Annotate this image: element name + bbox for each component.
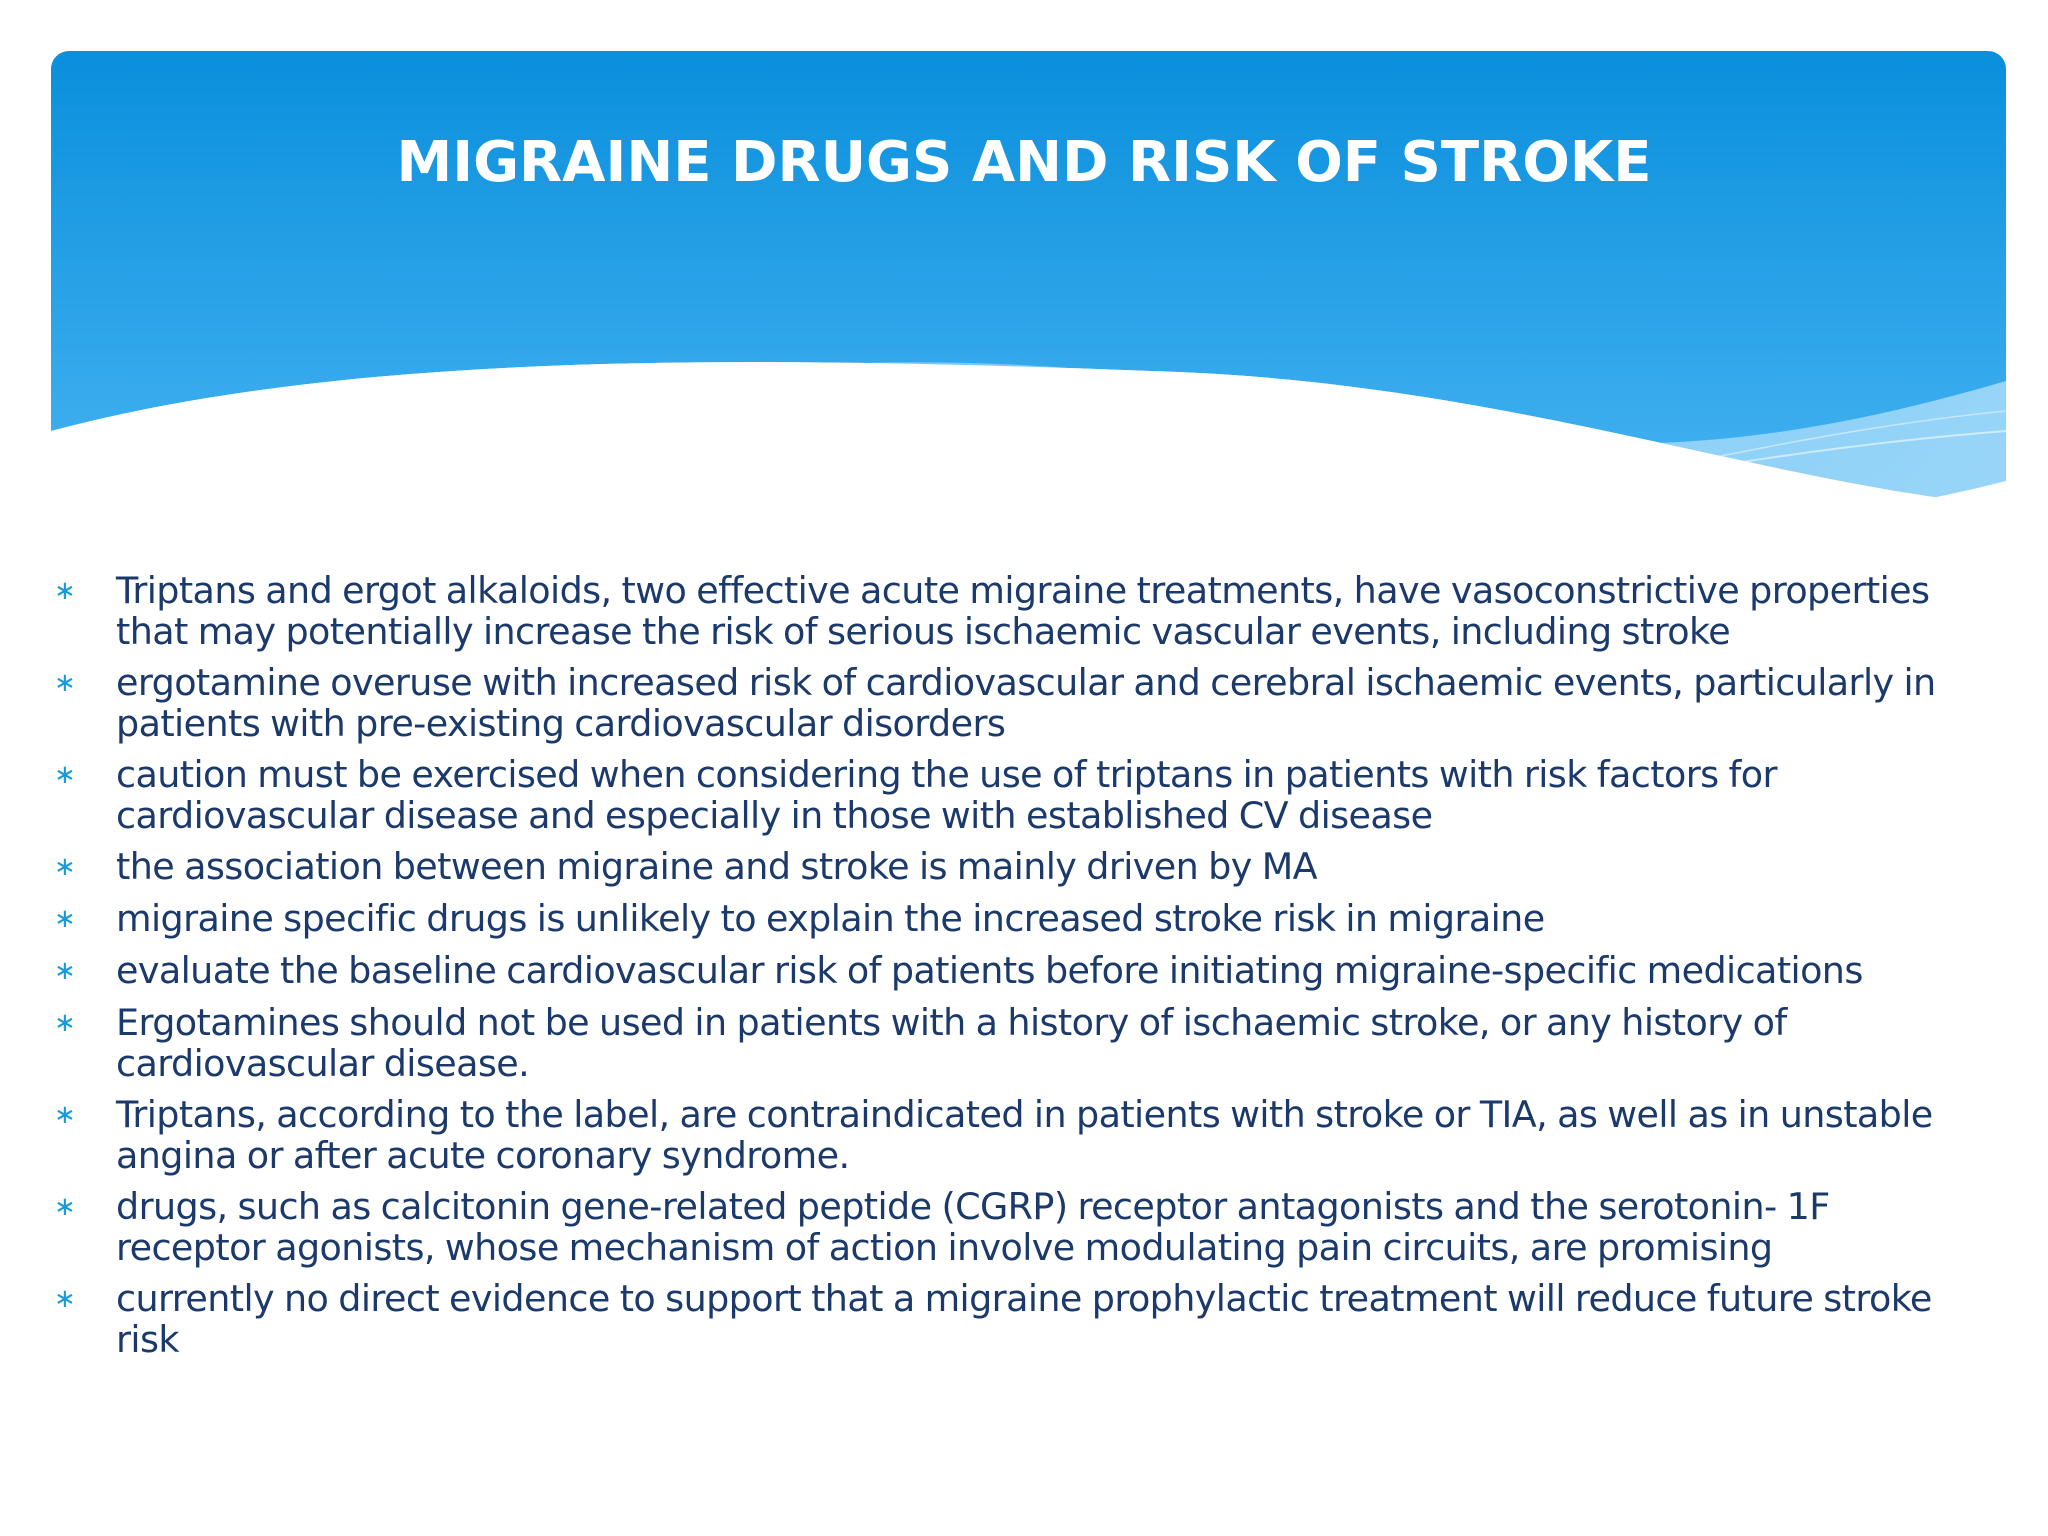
bullet-text: Ergotamines should not be used in patients with a history of ischaemic stroke, or any history of cardiovascular disease. [116,1001,1787,1085]
asterisk-bullet-icon: ∗ [54,668,76,698]
asterisk-bullet-icon: ∗ [54,956,76,986]
bullet-text: currently no direct evidence to support that a migraine prophylactic treatment will reduce future stroke risk [116,1277,1932,1361]
bullet-list [54,570,1984,1370]
asterisk-bullet-icon: ∗ [54,852,76,882]
bullet-item [54,846,1984,888]
bullet-text: Triptans and ergot alkaloids, two effective acute migraine treatments, have vasoconstrictive properties that may potentially increase the risk of serious ischaemic vascular events, including stroke [116,569,1930,653]
bullet-item [54,570,1984,652]
bullet-item [54,950,1984,992]
bullet-item [54,662,1984,744]
asterisk-bullet-icon: ∗ [54,576,76,606]
asterisk-bullet-icon: ∗ [54,1100,76,1130]
bullet-item [54,1094,1984,1176]
bullet-text: drugs, such as calcitonin gene-related peptide (CGRP) receptor antagonists and the serotonin- 1F receptor agonists, whose mechanism of action involve modulating pain circuits, are promising [116,1185,1830,1269]
bullet-text: ergotamine overuse with increased risk of cardiovascular and cerebral ischaemic events, particularly in patients with pre-existing cardiovascular disorders [116,661,1936,745]
asterisk-bullet-icon: ∗ [54,904,76,934]
asterisk-bullet-icon: ∗ [54,1008,76,1038]
bullet-text: evaluate the baseline cardiovascular risk of patients before initiating migraine-specific medications [116,949,1863,992]
asterisk-bullet-icon: ∗ [54,1284,76,1314]
asterisk-bullet-icon: ∗ [54,1192,76,1222]
asterisk-bullet-icon: ∗ [54,760,76,790]
bullet-item [54,898,1984,940]
bullet-item [54,1278,1984,1360]
bullet-text: the association between migraine and stroke is mainly driven by MA [116,845,1318,888]
slide-title: MIGRAINE DRUGS AND RISK OF STROKE [396,130,1652,195]
bullet-item [54,1186,1984,1268]
bullet-text: migraine specific drugs is unlikely to explain the increased stroke risk in migraine [116,897,1545,940]
bullet-text: Triptans, according to the label, are contraindicated in patients with stroke or TIA, as well as in unstable angina or after acute coronary syndrome. [116,1093,1933,1177]
bullet-item [54,754,1984,836]
bullet-item [54,1002,1984,1084]
bullet-text: caution must be exercised when considering the use of triptans in patients with risk factors for cardiovascular disease and especially in those with established CV disease [116,753,1777,837]
